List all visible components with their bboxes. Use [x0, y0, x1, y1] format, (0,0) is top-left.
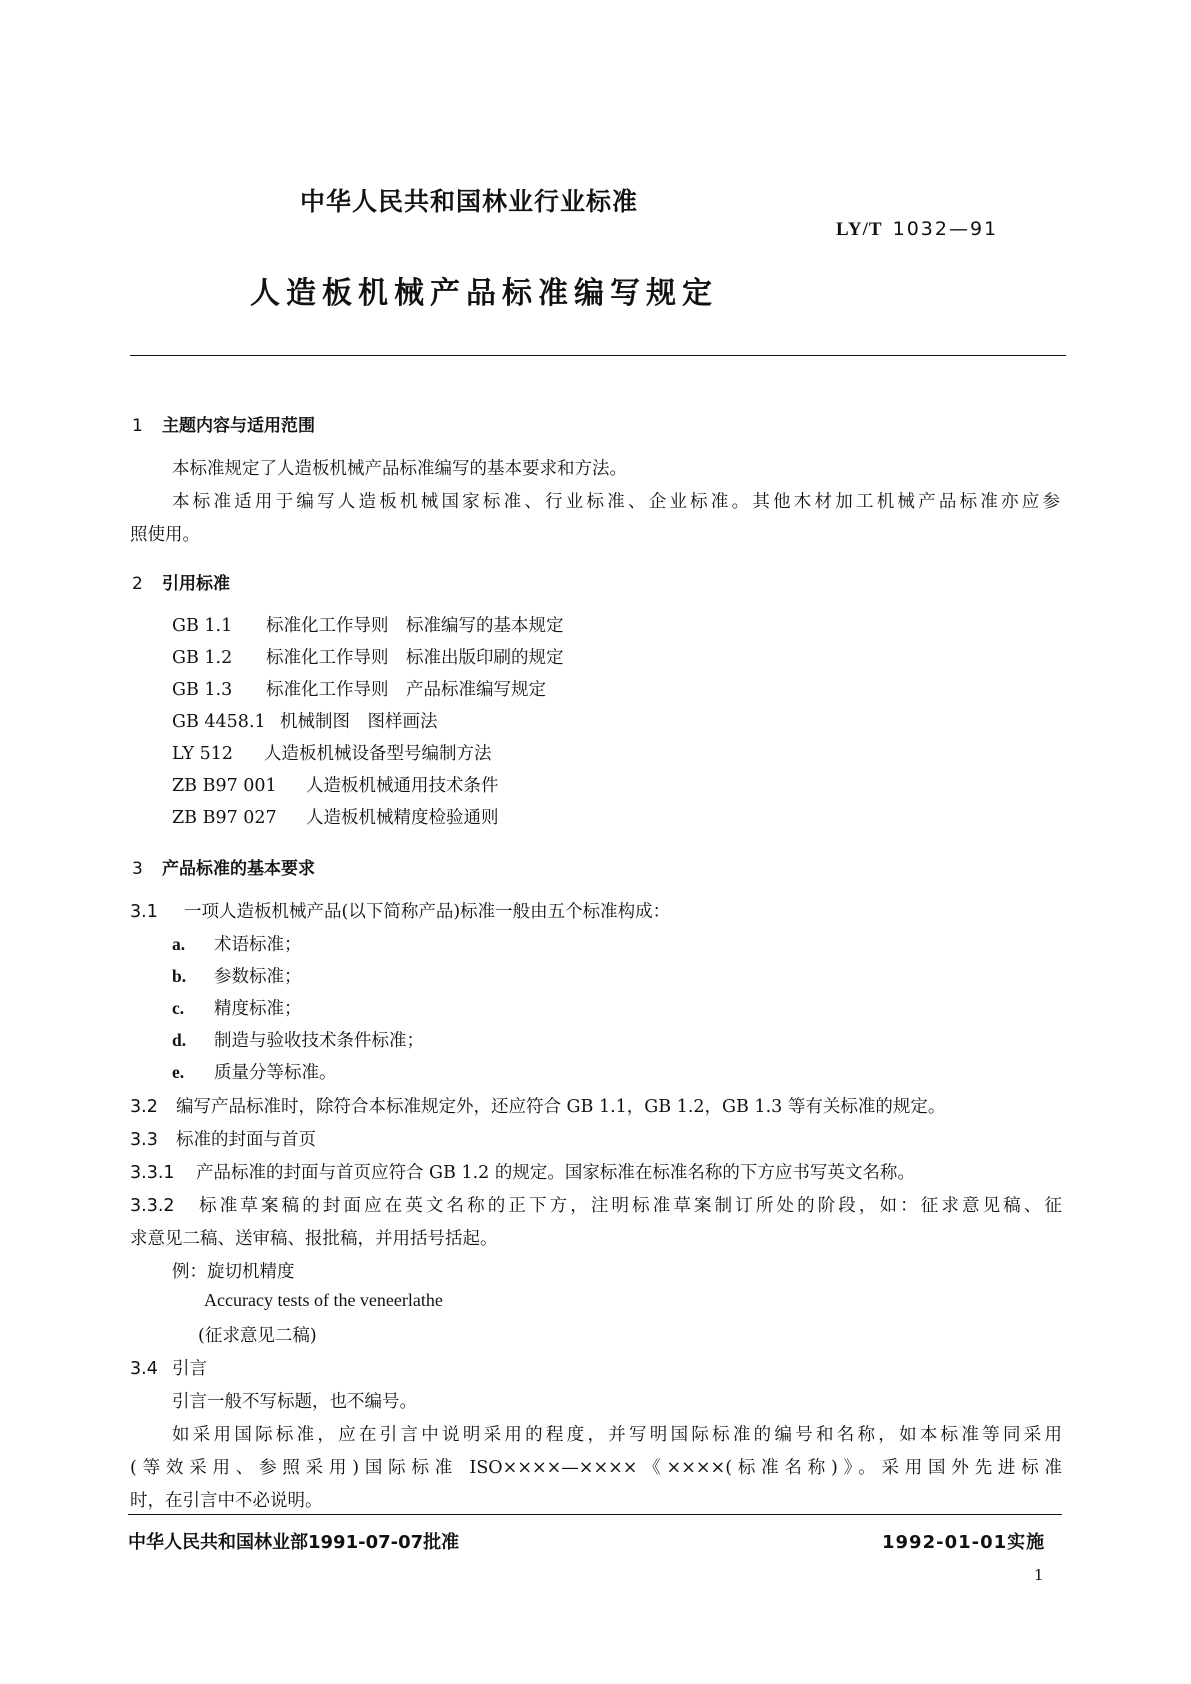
- section-1-heading: [132, 411, 315, 436]
- section-title: 主题内容与适用范围: [162, 416, 315, 436]
- clause-text: 编写产品标准时，除符合本标准规定外，还应符合 GB 1.1，GB 1.2，GB 1.3 等有关标准的规定。: [176, 1097, 946, 1117]
- list-item-text: 精度标准；: [214, 999, 302, 1019]
- reference-item: [172, 740, 492, 765]
- clause-number: 3.3.2: [130, 1196, 175, 1216]
- clause-number: 3.1: [130, 902, 158, 922]
- issuing-authority-title: 中华人民共和国林业行业标准: [300, 187, 639, 216]
- list-item: [172, 995, 302, 1020]
- clause-number: 3.4: [130, 1359, 158, 1379]
- footer-divider: [128, 1514, 1062, 1515]
- reference-title: 人造板机械设备型号编制方法: [264, 744, 492, 764]
- clause-3-2: [130, 1093, 945, 1118]
- list-item-text: 术语标准；: [214, 935, 302, 955]
- reference-code: ZB B97 001: [172, 776, 277, 796]
- standard-code-number: 1032—91: [892, 218, 999, 240]
- clause-continuation: 求意见二稿、送审稿、报批稿，并用括号括起。: [130, 1229, 498, 1249]
- section-title: 产品标准的基本要求: [162, 859, 315, 879]
- example-english-title: Accuracy tests of the veneerlathe: [204, 1290, 443, 1310]
- reference-item: [172, 644, 564, 669]
- clause-3-4: [130, 1355, 207, 1380]
- reference-item: [172, 772, 499, 797]
- reference-code: GB 1.2: [172, 648, 233, 668]
- paragraph: 本标准规定了人造板机械产品标准编写的基本要求和方法。: [172, 459, 627, 479]
- paragraph: 引言一般不写标题，也不编号。: [172, 1392, 417, 1412]
- list-item-text: 质量分等标准。: [214, 1063, 337, 1083]
- clause-3-3: [130, 1126, 316, 1151]
- list-item: [172, 931, 302, 956]
- reference-code: LY 512: [172, 744, 234, 764]
- reference-title: 标准化工作导则 标准出版印刷的规定: [266, 648, 564, 668]
- reference-code: GB 1.1: [172, 616, 233, 636]
- clause-number: 3.3.1: [130, 1163, 175, 1183]
- clause-3-3-2: [130, 1192, 1062, 1217]
- list-item: [172, 1027, 424, 1052]
- standard-code: [836, 218, 998, 241]
- reference-code: GB 1.3: [172, 680, 233, 700]
- page-number: 1: [1034, 1566, 1044, 1584]
- standard-code-prefix: LY/T: [836, 219, 883, 240]
- list-item-label: d.: [172, 1030, 187, 1050]
- paragraph: 如采用国际标准，应在引言中说明采用的程度，并写明国际标准的编号和名称，如本标准等同采用: [172, 1425, 1062, 1445]
- clause-text: 引言: [172, 1359, 207, 1379]
- header-divider: [130, 355, 1066, 356]
- clause-text: 标准草案稿的封面应在英文名称的正下方，注明标准草案制订所处的阶段，如：征求意见稿、征: [196, 1196, 1062, 1216]
- list-item: [172, 1059, 337, 1084]
- clause-text: 一项人造板机械产品(以下简称产品)标准一般由五个标准构成：: [184, 902, 671, 922]
- reference-item: [172, 708, 438, 733]
- reference-title: 人造板机械通用技术条件: [306, 776, 499, 796]
- paragraph: 本标准适用于编写人造板机械国家标准、行业标准、企业标准。其他木材加工机械产品标准亦应参: [172, 492, 1060, 512]
- clause-3-3-1: [130, 1159, 915, 1184]
- section-number: 2: [132, 574, 143, 594]
- reference-title: 标准化工作导则 产品标准编写规定: [266, 680, 546, 700]
- reference-title: 人造板机械精度检验通则: [306, 808, 499, 828]
- section-2-heading: [132, 569, 230, 594]
- list-item: [172, 963, 302, 988]
- list-item-label: a.: [172, 934, 186, 954]
- paragraph-continuation: 时，在引言中不必说明。: [130, 1487, 323, 1514]
- effective-date: 1992-01-01实施: [882, 1532, 1046, 1553]
- list-item-label: b.: [172, 966, 187, 986]
- section-title: 引用标准: [162, 574, 230, 594]
- document-title: 人造板机械产品标准编写规定: [250, 276, 718, 311]
- reference-item: [172, 612, 564, 637]
- example-label: 例：旋切机精度: [172, 1262, 295, 1282]
- paragraph-continuation: 照使用。: [130, 525, 200, 545]
- list-item-text: 制造与验收技术条件标准；: [214, 1031, 424, 1051]
- clause-text: 标准的封面与首页: [176, 1130, 316, 1150]
- clause-number: 3.3: [130, 1130, 158, 1150]
- example-stage: (征求意见二稿): [198, 1326, 317, 1346]
- paragraph-continuation: (等效采用、参照采用)国际标准 ISO××××—××××《××××(标准名称)》。采用国外先进标准: [130, 1458, 1062, 1478]
- list-item-label: e.: [172, 1062, 185, 1082]
- reference-code: GB 4458.1: [172, 712, 266, 732]
- reference-code: ZB B97 027: [172, 808, 277, 828]
- clause-3-1: [130, 898, 670, 923]
- list-item-text: 参数标准；: [214, 967, 302, 987]
- section-3-heading: [132, 854, 315, 879]
- section-number: 3: [132, 859, 143, 879]
- clause-text: 产品标准的封面与首页应符合 GB 1.2 的规定。国家标准在标准名称的下方应书写英文名称。: [196, 1163, 915, 1183]
- reference-item: [172, 804, 499, 829]
- list-item-label: c.: [172, 998, 185, 1018]
- reference-title: 机械制图 图样画法: [280, 712, 438, 732]
- reference-item: [172, 676, 546, 701]
- clause-number: 3.2: [130, 1097, 158, 1117]
- approval-statement: 中华人民共和国林业部1991-07-07批准: [128, 1532, 460, 1553]
- reference-title: 标准化工作导则 标准编写的基本规定: [266, 616, 564, 636]
- section-number: 1: [132, 416, 143, 436]
